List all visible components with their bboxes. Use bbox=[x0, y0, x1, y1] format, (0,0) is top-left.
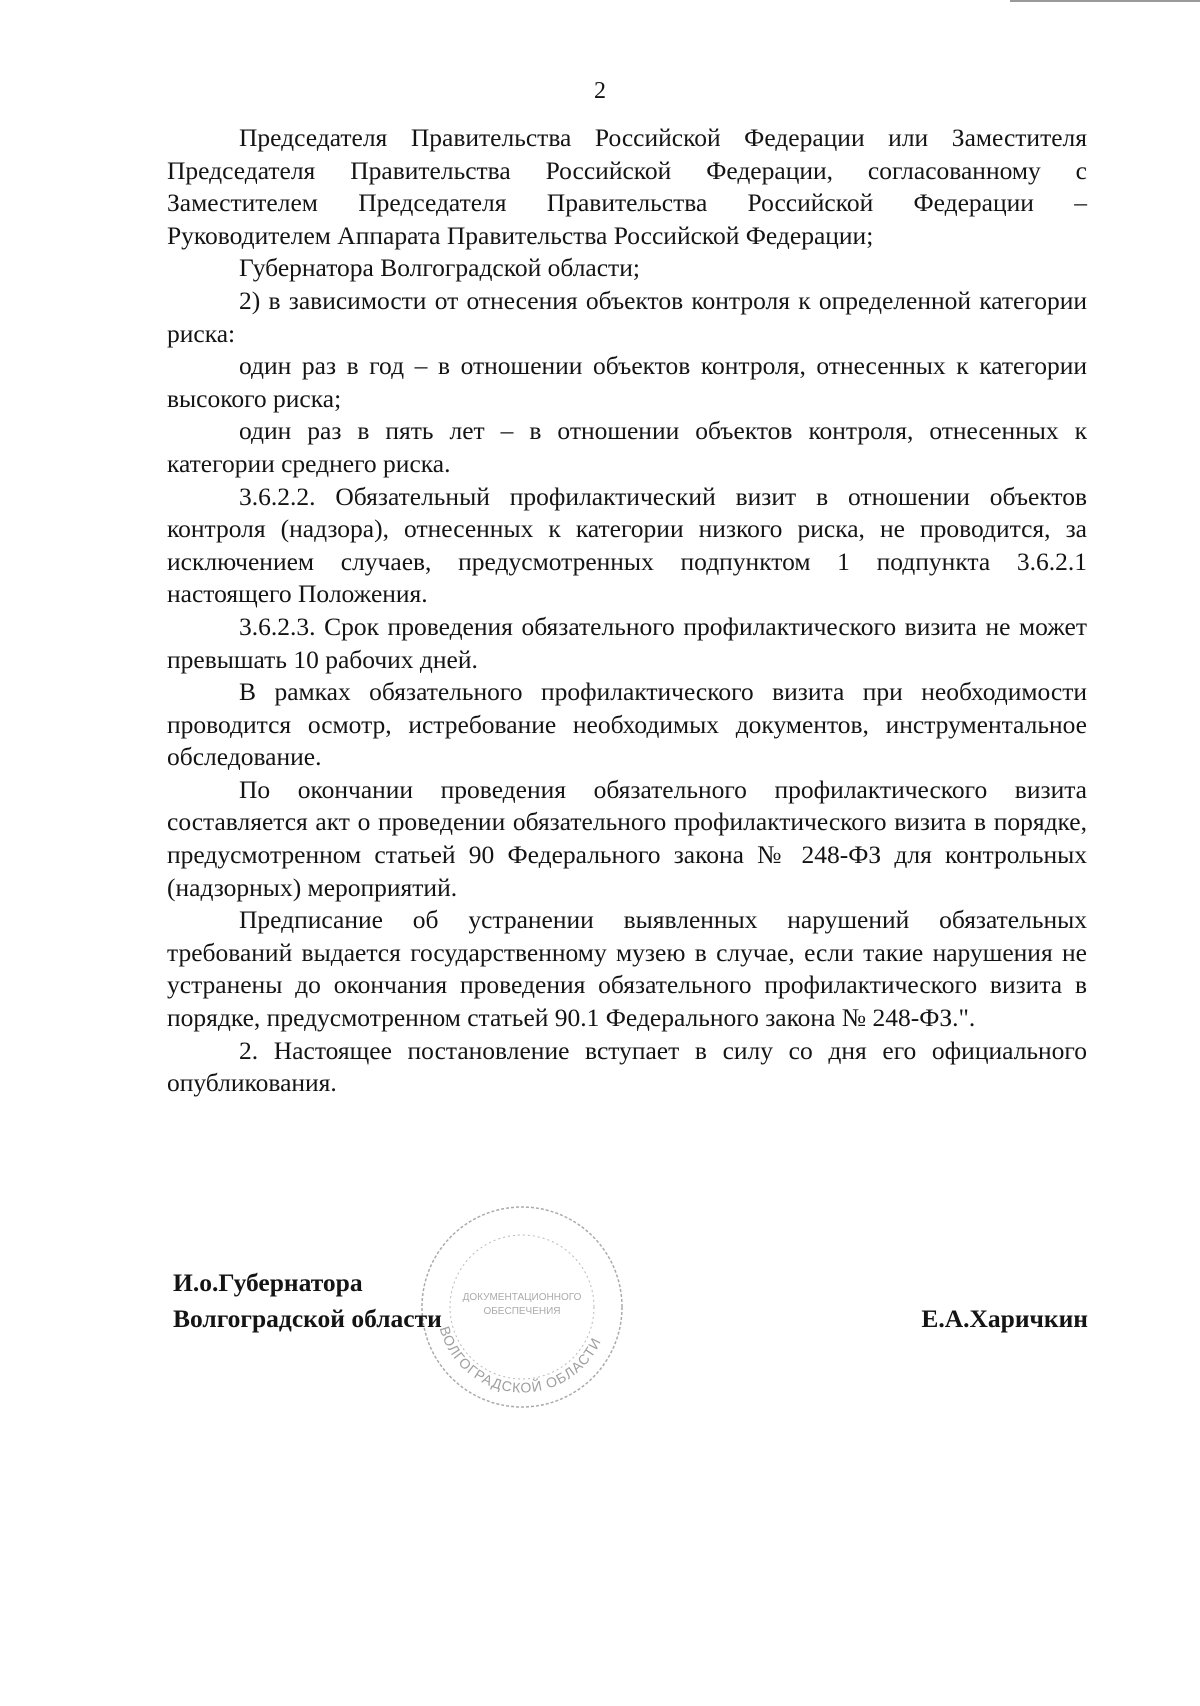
seal-outer-text: ВОЛГОГРАДСКОЙ ОБЛАСТИ bbox=[436, 1324, 605, 1396]
paragraph-9: По окончании проведения обязательного профилактического визита составляется акт о проведении обязательного профилактического визита в порядке, предусмотренном статьей 90 Федерального закона № 248-ФЗ для контрольных (надзорных) мероприятий. bbox=[167, 774, 1087, 902]
paragraph-4: один раз в год – в отношении объектов контроля, отнесенных к категории высокого риска; bbox=[167, 351, 1087, 413]
page-number: 2 bbox=[594, 78, 606, 104]
signature-block bbox=[173, 1265, 442, 1337]
paragraph-8: В рамках обязательного профилактического визита при необходимости проводится осмотр, истребование необходимых документов, инструментальное обследование. bbox=[167, 677, 1087, 772]
paragraph-6: 3.6.2.2. Обязательный профилактический визит в отношении объектов контроля (надзора), отнесенных к категории низкого риска, не проводится, за исключением случаев, предусмотренных подпунктом 1 подпункта 3.6.2.1 настоящего Положения. bbox=[167, 481, 1087, 609]
paragraph-3: 2) в зависимости от отнесения объектов контроля к определенной категории риска: bbox=[167, 285, 1087, 348]
paragraph-5: один раз в пять лет – в отношении объектов контроля, отнесенных к категории среднего риска. bbox=[167, 416, 1087, 478]
signer-position-line-1: И.о.Губернатора bbox=[173, 1268, 363, 1297]
signer-name: Е.А.Харичкин bbox=[921, 1304, 1088, 1333]
signer-position-line-2: Волгоградской области bbox=[173, 1304, 442, 1333]
paragraph-7: 3.6.2.3. Срок проведения обязательного профилактического визита не может превышать 10 рабочих дней. bbox=[167, 611, 1087, 674]
paragraph-11: 2. Настоящее постановление вступает в силу со дня его официального опубликования. bbox=[167, 1035, 1087, 1098]
seal-inner-line-2: ОБЕСПЕЧЕНИЯ bbox=[483, 1306, 561, 1317]
paragraph-2: Губернатора Волгоградской области; bbox=[239, 253, 640, 283]
seal-inner-line-1: ДОКУМЕНТАЦИОННОГО bbox=[462, 1292, 582, 1303]
paragraph-1: Председателя Правительства Российской Федерации или Заместителя Председателя Правительства Российской Федерации, согласованному с Заместителем Председателя Правительства Российской Федерации – Руководителем Аппарата Правительства Российской Федерации; bbox=[167, 123, 1087, 250]
scan-edge-line bbox=[1010, 0, 1200, 2]
official-seal bbox=[415, 1200, 630, 1415]
paragraph-10: Предписание об устранении выявленных нарушений обязательных требований выдается государственному музею в случае, если такие нарушения не устранены до окончания проведения обязательного профилактического визита в порядке, предусмотренном статьей 90.1 Федерального закона № 248-ФЗ.". bbox=[167, 905, 1087, 1033]
document-body bbox=[167, 122, 1087, 1100]
